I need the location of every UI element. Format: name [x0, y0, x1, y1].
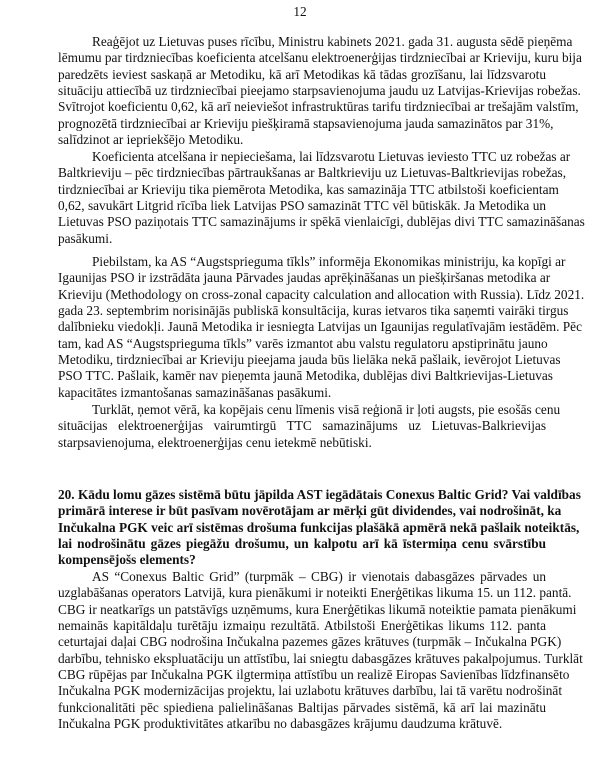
- text-line: lēmumu par tirdzniecības koeficienta atcelšanu elektroenerģijas tirdzniecībai ar Krieviju, kuru bija: [58, 50, 582, 66]
- text-line: situācijas elektroenerģijas vairumtirgū TTC samazinājums uz Lietuvas-Balkrievijas: [58, 418, 546, 434]
- text-line: paredzēts ieviest saskaņā ar Metodiku, kā arī Metodikas kā tādas grozīšanu, lai līdzsvarotu: [58, 66, 546, 82]
- text-line: Baltkrieviju – pēc tirdzniecības pārtraukšanas ar Baltkrieviju uz Lietuvas-Baltkrievijas robežas,: [58, 165, 567, 181]
- text-line: Reaģējot uz Lietuvas puses rīcību, Ministru kabinets 2021. gada 31. augusta sēdē pieņēma: [92, 34, 573, 49]
- text-line: CBG rūpējas par Inčukalna PGK ilgtermiņa attīstību un realizē Eiropas Savienības līdzfinansēto: [58, 666, 570, 682]
- text-line: Inčukalna PGK veic arī sistēmas drošuma funkcijas plašākā apmērā nekā pašlaik noteiktās,: [58, 519, 580, 535]
- text-line: Metodiku, tirdzniecībai ar Krieviju pieejama jauda būs lielāka nekā pašlaik, ievērojot Lietuvas: [58, 351, 561, 367]
- text-line: gada 23. septembrim norisinājās publiskā konsultācija, kuras ietvaros tika saņemti vairāki tirgus: [58, 302, 569, 318]
- paragraph-cabinet-decision: [58, 34, 582, 148]
- text-line: dalībnieku viedokļi. Jaunā Metodika ir iesniegta Latvijas un Igaunijas regulatīvajām iestādēm. Pēc: [58, 319, 582, 335]
- text-line: kapacitātes izmantošanas samazināšanas pasākumi.: [58, 384, 332, 400]
- text-line: Svītrojot koeficientu 0,62, kā arī neieviešot infrastruktūras tarifu tirdzniecībai ar trešajām valstīm,: [58, 99, 579, 115]
- text-line: Koeficienta atcelšana ir nepieciešama, lai līdzsvarotu Lietuvas ieviesto TTC uz robežas ar: [92, 149, 571, 164]
- text-line: Piebilstam, ka AS “Augstsprieguma tīkls” informēja Ekonomikas ministriju, ka kopīgi ar: [92, 254, 566, 269]
- paragraph-price-impact: [58, 402, 561, 451]
- page-number: 12: [293, 4, 307, 19]
- text-line: prognozētā tirdzniecībai ar Krieviju piešķiramā stapsavienojuma jauda samazinātos par 31%,: [58, 115, 554, 131]
- paragraph-new-methodology: [58, 254, 585, 401]
- text-line: ceturtajai daļai CBG nodrošina Inčukalna pazemes gāzes krātuves (turpmāk – Inčukalna PGK): [58, 634, 562, 650]
- text-line: Krieviju (Methodology on cross-zonal capacity calculation and allocation with Russia). Līdz 2021.: [58, 286, 585, 302]
- text-line: uzglabāšanas operators Latvijā, kura pienākumi ir noteikti Enerģētikas likuma 15. un 112. pantā.: [58, 585, 572, 601]
- text-line: 20. Kādu lomu gāzes sistēmā būtu jāpilda AST iegādātais Conexus Baltic Grid? Vai valdības: [58, 487, 581, 502]
- text-line: PSO TTC. Pašlaik, kamēr nav pieņemta jaunā Metodika, dublējas divi Baltkrievijas-Lietuvas: [58, 368, 553, 384]
- text-line: salīdzinot ar iepriekšējo Metodiku.: [58, 131, 244, 147]
- paragraph-coefficient-removal: [58, 149, 585, 247]
- text-line: Igaunijas PSO ir izstrādāta jauna Pārvades jaudas aprēķināšanas un piešķiršanas metodika ar: [58, 270, 551, 286]
- text-line: lai nodrošinātu gāzes piegāžu drošumu, un kalpotu arī kā īstermiņa cenu svārstību: [58, 535, 546, 551]
- text-line: Inčukalna PGK modernizācijas projektu, lai uzlabotu krātuves darbību, lai tā varētu nodrošināt: [58, 683, 563, 699]
- text-line: starpsavienojuma, elektroenerģijas cenu ietekmē nebūtiski.: [58, 434, 372, 450]
- text-line: situāciju attiecībā uz tirdzniecībai pieejamo starpsavienojuma jaudu uz Latvijas-Krievijas robežas.: [58, 82, 581, 98]
- text-line: tirdzniecībai ar Krieviju tika piemērota Metodika, kas samazināja TTC atbilstoši koeficientam: [58, 181, 559, 197]
- text-line: AS “Conexus Baltic Grid” (turpmāk – CBG) ir vienotais dabasgāzes pārvades un: [92, 569, 546, 584]
- text-line: Inčukalna PGK produktivitātes atkarību no dabasgāzes krājumu daudzuma krātuvē.: [58, 715, 503, 731]
- text-line: primārā interese ir būt pasīvam novērotājam ar mērķi gūt dividendes, vai nodrošināt, ka: [58, 503, 562, 519]
- text-line: Turklāt, ņemot vērā, ka kopējais cenu līmenis visā reģionā ir ļoti augsts, pie esošās cenu: [92, 402, 561, 417]
- text-line: nemainās kapitāldaļu turētāju izmaiņu rezultātā. Atbilstoši Enerģētikas likums 112. panta: [58, 617, 546, 633]
- text-line: funkcionalitāti pēc spiediena palielināšanas Baltijas pārvades sistēmā, kā arī lai mazinātu: [58, 699, 546, 715]
- text-line: 0,62, savukārt Litgrid rīcība liek Latvijas PSO samazināt TTC vēl būtiskāk. Ja Metodika un: [58, 197, 546, 213]
- text-line: tam, kad AS “Augstsprieguma tīkls” varēs izmantot abu valstu regulatoru apstiprinātu jauno: [58, 335, 548, 351]
- text-line: CBG ir neatkarīgs un patstāvīgs uzņēmums, kura Enerģētikas likumā noteiktie pamata pienākumi: [58, 601, 577, 617]
- text-line: pasākumi.: [58, 230, 113, 246]
- text-line: Lietuvas PSO paziņotais TTC samazinājums ir spēkā vienlaicīgi, dublējas divi TTC samazināšanas: [58, 214, 585, 230]
- text-line: darbību, tehnisko ekspluatāciju un attīstību, lai sniegtu dabasgāzes krātuves pakalpojumus. Turklāt: [58, 650, 583, 666]
- question-20-heading: [58, 487, 581, 569]
- text-line: kompensējošs elements?: [58, 552, 196, 568]
- paragraph-conexus-answer: [58, 569, 583, 732]
